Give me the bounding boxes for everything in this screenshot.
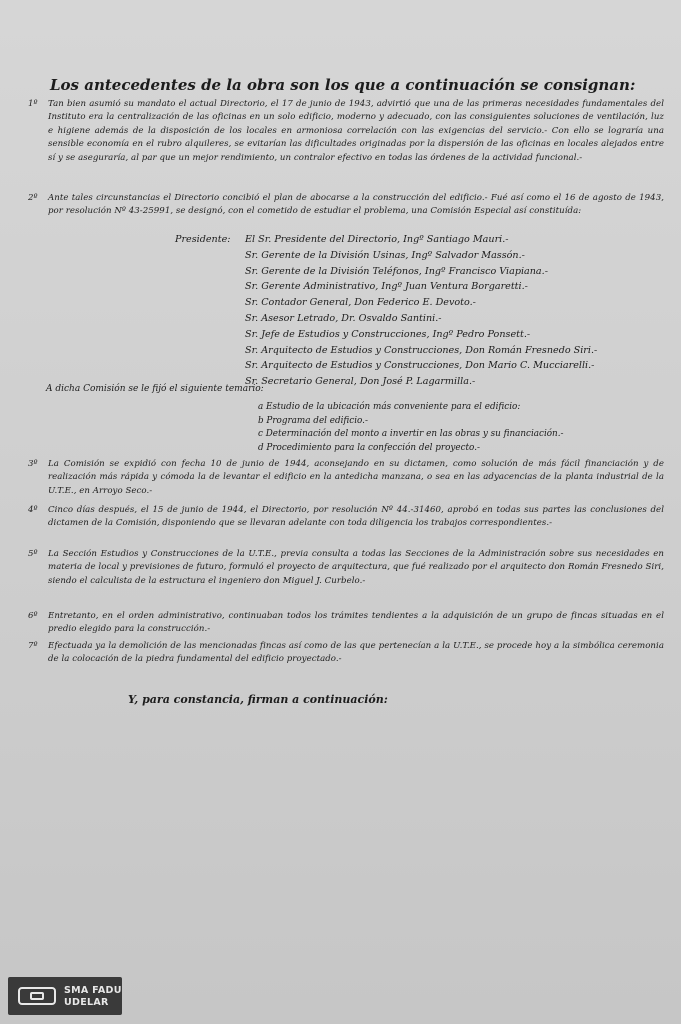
topics-list [258,401,658,455]
list-item [175,264,655,280]
list-item [175,311,655,327]
list-item [175,343,655,359]
paragraph-text: La Comisión se expidió con fecha 10 de junio de 1944, aconsejando en su dictamen, como solución de más fácil financiación y de realización más rápida y cómoda la de levantar el edificio en la antedicha manzana, o sea en las adyacencias de la planta industrial de la U.T.E., en Arroyo Seco.- [48,459,664,496]
commission-member: Sr. Jefe de Estudios y Construcciones, Ingº Pedro Ponsett.- [245,328,531,340]
watermark-line-2: UDELAR [64,996,109,1008]
commission-member: Sr. Secretario General, Don José P. Lagarmilla.- [245,376,476,388]
list-item [175,295,655,311]
commission-label: Presidente: [175,234,231,245]
watermark-badge [8,977,122,1015]
topics-intro: A dicha Comisión se le fijó el siguiente temario: [46,384,264,394]
paragraph-2 [28,192,664,219]
paragraph-text: Efectuada ya la demolición de las mencionadas fincas así como de las que pertenecían a la U.T.E., se procede hoy a la simbólica ceremonia de la colocación de la piedra fundamental del edificio proyectado.- [48,641,664,665]
list-item [175,358,655,374]
commission-member: Sr. Gerente de la División Teléfonos, Ingº Francisco Viapiana.- [245,265,548,277]
list-item [175,327,655,343]
list-item: a Estudio de la ubicación más conveniente para el edificio: [258,402,521,412]
commission-list [175,232,655,390]
paragraph-text: Cinco días después, el 15 de junio de 1944, el Directorio, por resolución Nº 44.-31460, aprobó en todas sus partes las conclusiones del dictamen de la Comisión, disponiendo que se llevaran adelante con toda diligencia los trabajos correspondientes.- [48,505,664,529]
paragraph-text: Ante tales circunstancias el Directorio concibió el plan de abocarse a la construcción del edificio.- Fué así como el 16 de agosto de 1943, por resolución Nº 43-25991, se designó, con el cometido de estudiar el problema, una Comisión Especial así constituída: [48,193,664,217]
document-title: Los antecedentes de la obra son los que a continuación se consignan: [50,76,636,94]
list-item [175,248,655,264]
paragraph-5 [28,548,664,588]
paragraph-number: 5º [28,549,38,559]
sma-camera-icon [18,987,56,1005]
watermark-line-1: SMA FADU [64,985,122,996]
commission-member: Sr. Asesor Letrado, Dr. Osvaldo Santini.- [245,312,442,324]
paragraph-number: 7º [28,641,38,651]
paragraph-6 [28,610,664,637]
paragraph-7 [28,640,664,667]
paragraph-text: Entretanto, en el orden administrativo, continuaban todos los trámites tendientes a la adquisición de un grupo de fincas situadas en el predio elegido para la construcción.- [48,611,664,635]
list-item [175,279,655,295]
list-item [175,232,655,248]
paragraph-number: 4º [28,505,38,515]
watermark-text [64,985,122,1008]
commission-member: El Sr. Presidente del Directorio, Ingº Santiago Mauri.- [245,234,509,245]
commission-member: Sr. Gerente Administrativo, Ingº Juan Ventura Borgaretti.- [245,281,528,293]
paragraph-4 [28,504,664,531]
paragraph-3 [28,458,664,498]
closing-line: Y, para constancia, firman a continuación: [128,693,388,706]
paragraph-number: 6º [28,611,38,621]
paragraph-1 [28,98,664,165]
commission-member: Sr. Arquitecto de Estudios y Construcciones, Don Román Fresnedo Siri.- [245,344,598,356]
list-item: b Programa del edificio.- [258,415,368,426]
list-item: d Procedimiento para la confección del proyecto.- [258,442,480,453]
paragraph-text: La Sección Estudios y Construcciones de la U.T.E., previa consulta a todas las Secciones de la Administración sobre sus necesidades en materia de local y previsiones de futuro, formuló el proyecto de arquitectura, que fué realizado por el arquitecto don Román Fresnedo Siri, siendo el calculista de la estructura el ingeniero don Miguel J. Curbelo.- [48,549,664,586]
list-item: c Determinación del monto a invertir en las obras y su financiación.- [258,429,564,440]
commission-member: Sr. Contador General, Don Federico E. Devoto.- [245,297,476,309]
paragraph-text: Tan bien asumió su mandato el actual Directorio, el 17 de junio de 1943, advirtió que una de las primeras necesidades fundamentales del Instituto era la centralización de las oficinas en un solo edificio, moderno y adecuado, con las consiguientes soluciones de ventilación, luz e higiene además de la disposición de los locales en armoniosa correlación con las exigencias del servicio.- Con ello se lograría una sensible economía en el rubro alquileres, se evitarían las dificultades originadas por la dispersión de las oficinas en locales alejados entre sí y se aseguraría, al par que un mejor rendimiento, un contralor efectivo en todas las órdenes de la actividad funcional.- [48,99,664,163]
paragraph-number: 3º [28,459,38,469]
paragraph-number: 2º [28,193,38,203]
commission-member: Sr. Gerente de la División Usinas, Ingº Salvador Massón.- [245,249,525,261]
paragraph-number: 1º [28,99,38,109]
commission-member: Sr. Arquitecto de Estudios y Construcciones, Don Mario C. Mucciarelli.- [245,360,595,372]
